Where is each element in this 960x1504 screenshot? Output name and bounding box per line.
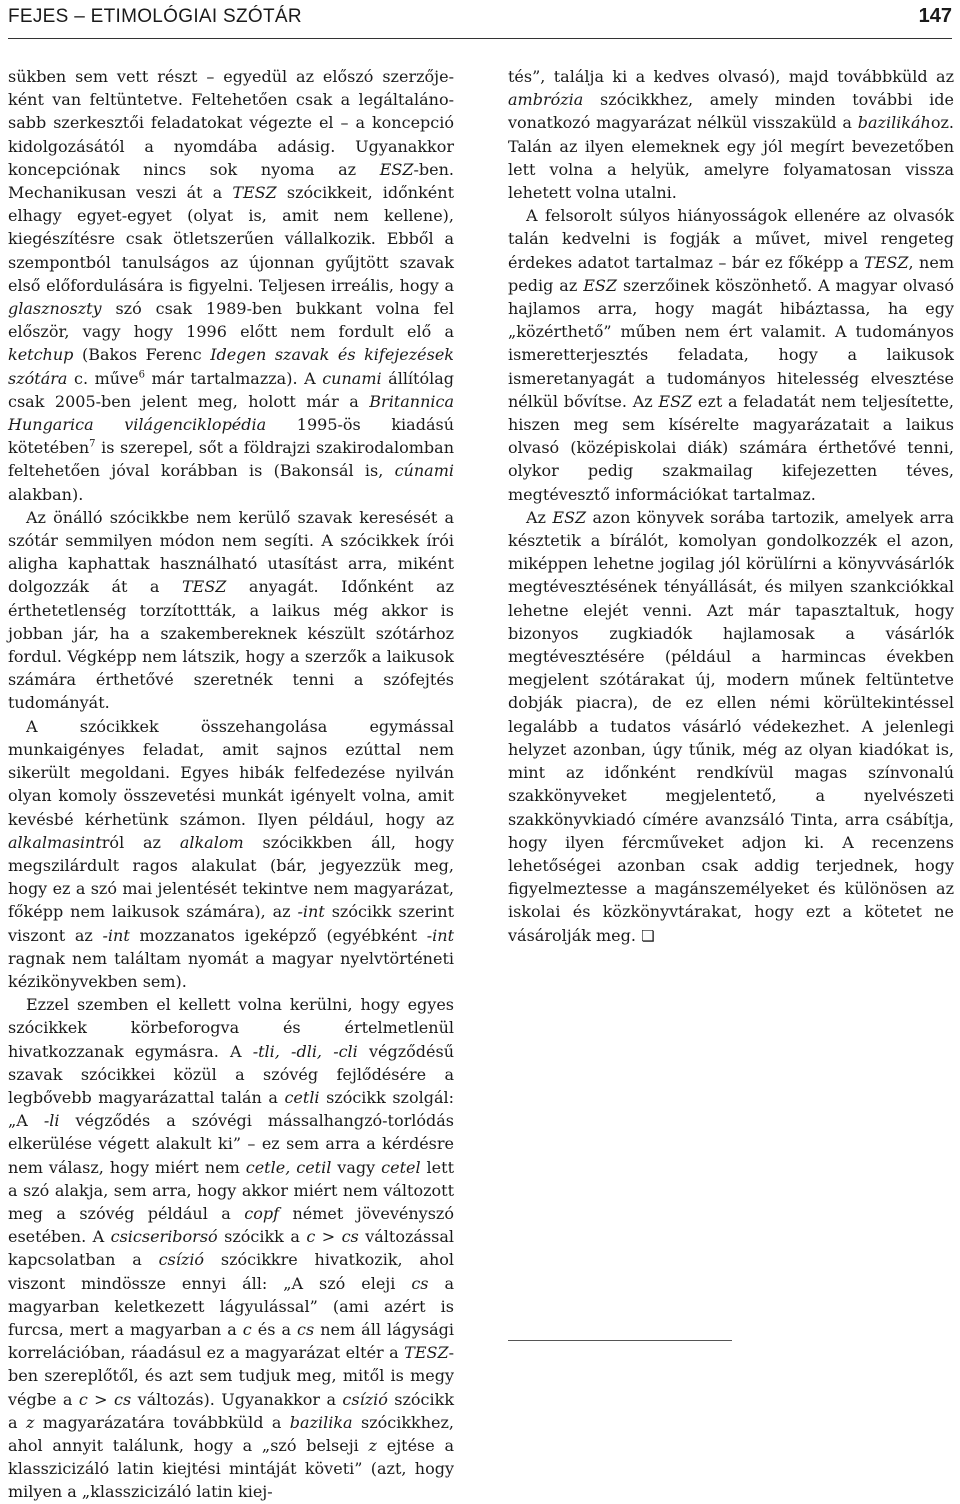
text-run: -ben. Mechanikusan veszi át a [8, 159, 454, 203]
text-run: > [87, 1389, 114, 1409]
italic-term: ESZ [583, 275, 617, 295]
text-run: anyagát. Időnként az érthetetlenség torzítottták, a laikus még akkor is jobban jár, ha a szakembereknek készült szótárhoz fordul. Végképp nem látszik, hogy a szerzők a laikusok számára érthetővé szeretnék tenni a szófejtés tudományát. [8, 577, 454, 713]
text-run: oz. Talán az ilyen elemeknek egy jól megírt bevezetőben lett volna a helyük, amelyre folyamatosan vissza lehetett volna utalni. [508, 113, 954, 203]
italic-term: cs [114, 1389, 132, 1409]
text-run: szócikkre hivatkozik, ahol viszont mindössze ennyi áll: „A szó eleji [8, 1250, 454, 1293]
italic-term: ESZ [379, 159, 414, 179]
running-head [8, 0, 952, 39]
text-run: sükben sem vett részt – egyedül az előszó szerzője- ként van feltüntetve. Feltehetően csak a legáltaláno- sabb szerkesztői feladatokat végezte el – a koncepció kidolgozásától a nyomdába adásig. Ugyanakkor koncepciónak nincs sok nyoma az [8, 67, 454, 179]
italic-term: ambrózia [508, 90, 584, 110]
italic-term: c [242, 1319, 252, 1339]
text-run: magyarázatára továbbküld a [34, 1412, 290, 1432]
paragraph [508, 65, 954, 204]
paragraph [8, 715, 454, 993]
italic-term: csízió [342, 1389, 388, 1409]
italic-term: alkalom [179, 832, 244, 852]
text-run: , nem pedig az [508, 252, 954, 295]
text-run: szócikkhez, amely minden további ide vonatkozó magyarázat nélkül visszaküld a [508, 90, 954, 133]
text-run: szócikkben áll, hogy megszilárdult ragos alakulat (bár, jegyezzük meg, hogy ez a szó mai jelentését tekintve nem magyarázat, főképp nem laikusok számára), az [8, 832, 454, 922]
italic-term: TESZ [232, 183, 277, 203]
text-run: végződésű szavak szócikkei közül a szóvég fejlődésére a legbővebb magyarázattal talán a [8, 1041, 455, 1107]
italic-term: csízió [158, 1250, 205, 1270]
text-run: A szócikkek összehangolása egymással munkaigényes feladat, amit sajnos ezúttal nem sikerült megoldani. Egyes hibák felfedezése nyilván olyan komoly összevetési munkát igényelt volna, amit kevésbé kérhetünk számon. Ilyen például, hogy az [8, 716, 454, 829]
text-run: azon könyvek sorába tartozik, amelyek arra késztetik a bírálót, komolyan gondolkozzék el azon, miképpen lehetne jogilag jól körülírni a könyvvásárlók megtévesztésének tényállását, és milyen szankciókkal lehetne elejét venni. Azt már tapasztaltuk, hogy bizonyos zugkiadók hajlamosak a vásárlók megtévesztésére (például a harmincas években megjelent szótárakat új, modern műnek feltüntetve dobják piacra), de ez ellen némi körültekintéssel legalább a tudatos vásárló védekezhet. A jelenlegi helyzet azonban, úgy tűnik, még az olyan kiadókat is, mint az időnként rendkívül magas színvonalú szakkönyveket megjelentető, a nyelvészeti szakkönyvkiadó címére avanzsáló Tinta, arra csábítja, hogy ilyen fércműveket adjon ki. A recenzens lehetőségei azonban csak addig terjednek, hogy figyelmeztesse a magánszemélyeket és különösen az iskolai és közkönyvtárakat, hogy ezt a kötetet ne vásárolják meg. [508, 507, 954, 945]
italic-term: Idegen szavak és kifejezések szótára [8, 345, 454, 388]
italic-term: z [368, 1435, 377, 1455]
italic-term: alkalmasint [8, 832, 102, 852]
text-run: ezt a feladatát nem teljesítette, hiszen meg sem kísérelte magyarázatait a laikus olvasó (középiskolai diák) számára érthetővé tenni, olykor pedig szakmailag kifejezetten téves, megtévesztő információkat tartalmaz. [508, 391, 954, 504]
text-run: Az [526, 507, 553, 527]
text-run: és a [251, 1319, 298, 1339]
text-run: ejtése a klasszicizáló latin kiejtési mintáját követi” (azt, hogy milyen a „klasszicizáló latin kiej- [8, 1435, 455, 1502]
italic-term: c [78, 1389, 88, 1409]
italic-term: z [25, 1412, 35, 1432]
italic-term: glasznoszty [8, 299, 102, 319]
paragraph [8, 993, 454, 1503]
text-run: vagy [331, 1157, 382, 1177]
left-column [8, 65, 454, 1504]
italic-term: TESZ [181, 577, 227, 597]
paragraph [508, 506, 954, 948]
text-run: változással kapcsolatban a [8, 1227, 455, 1270]
text-run: Ezzel szemben el kellett volna kerülni, hogy egyes szócikkek körbeforogva és értelmetlenül hivatkozzanak egymásra. A [8, 995, 454, 1061]
text-run: végződés a szóvégi mássalhangzó-torlódás elkerülése végett alakult ki” – ez sem arra a kérdésre nem válasz, hogy miért nem [8, 1111, 454, 1177]
text-run: 1995-ös kiadású kötetében [8, 415, 454, 458]
text-run: szócikk szerint viszont az [8, 902, 455, 945]
text-run: > [315, 1227, 342, 1247]
text-run: már tartalmazza). A [144, 368, 323, 388]
italic-term: ketchup [8, 345, 74, 365]
italic-term: ESZ [658, 391, 693, 411]
text-run: -ben szereplőtől, és azt sem tudjuk meg, mitől is megy végbe a [8, 1343, 454, 1409]
italic-term: cúnami [394, 461, 454, 481]
italic-term: cs [297, 1319, 315, 1339]
text-run: ragnak nem találtam nyomát a magyar nyelvtörténeti kézikönyvekben sem). [8, 948, 454, 991]
paragraph [8, 65, 454, 506]
italic-term: ESZ [552, 507, 587, 527]
text-run: nem áll lágysági korrelációban, ráadásul ez a magyarázat eltér a [8, 1319, 455, 1363]
italic-term: -tli, -dli, -cli [252, 1041, 358, 1061]
italic-term: -int [297, 902, 325, 922]
text-run: szerzőinek köszönhető. A magyar olvasó hajlamos arra, hogy magát hibáztassa, ha egy „közérthető” műben nem ért valamit. A tudományos ismeretterjesztés feladata, hogy a laikusok ismeretanyagát a tudományos hitelesség elvesztése nélkül bővítse. Az [508, 275, 955, 411]
italic-term: bazilikáh [857, 113, 931, 133]
text-run: is szerepel, sőt a földrajzi szakirodalomban feltehetően jóval korábban is (Bakonsál is, [8, 438, 454, 481]
paragraph [8, 506, 454, 715]
right-column [508, 65, 954, 948]
running-head-title: FEJES – ETIMOLÓGIAI SZÓTÁR [8, 6, 302, 27]
text-run: c. műve [67, 368, 139, 388]
italic-term: csicseriborsó [110, 1227, 218, 1247]
text-run: ról az [101, 832, 180, 852]
italic-term: cs [411, 1273, 429, 1293]
text-run: alakban). [8, 484, 84, 504]
text-run: szó csak 1989-ben bukkant volna fel először, vagy hogy 1996 előtt nem fordult elő a [8, 299, 454, 342]
italic-term: -li [43, 1111, 60, 1131]
text-run: állítólag csak 2005-ben jelent meg, holott már a [8, 368, 455, 411]
italic-term: bazilika [289, 1412, 353, 1432]
italic-term: cetli [284, 1087, 320, 1107]
text-run: A felsorolt súlyos hiányosságok ellenére az olvasók talán kedvelni is fogják a művet, mivel rengeteg érdekes adatot tartalmaz – bár ez főképp a [508, 206, 954, 272]
italic-term: Britannica Hungarica világenciklopédia [8, 391, 454, 435]
text-run: (Bakos Ferenc [73, 345, 211, 365]
page-number: 147 [918, 5, 952, 27]
italic-term: cetel [381, 1157, 421, 1177]
italic-term: TESZ [404, 1343, 449, 1363]
text-run: Az önálló szócikkbe nem kerülő szavak keresését a szótár semmilyen módon nem segíti. A szócikkek írói aligha kaphattak használható utasítást arra, miként dolgozzák át a [8, 507, 454, 597]
text-run: szócikkeit, időnként elhagy egyet-egyet (olyat is, amit nem kellene), kiegészítésre csak ötletszerűen vállalkozik. Ebből a szempontból tanulságos az újonnan gyűjtött szavak első előfordulására is figyelni. Teljesen irreális, hogy a [8, 183, 454, 295]
text-run: szócikkhez, ahol annyit találunk, hogy a „szó belseji [8, 1412, 455, 1455]
italic-term: cetle, cetil [245, 1157, 332, 1177]
text-run: a magyarban keletkezett lágyulással” (ami azért is furcsa, mert a magyarban a [8, 1273, 454, 1339]
text-run: lett a szó alakja, sem arra, hogy akkor miért nem változott meg a szóvég például a [8, 1157, 455, 1223]
footnote-ref: 7 [89, 438, 96, 450]
text-run: szócikk a [8, 1389, 455, 1432]
text-run: mozzanatos igeképző (egyébként [129, 925, 427, 945]
italic-term: cs [341, 1227, 359, 1247]
end-of-article-mark: ❏ [641, 926, 655, 945]
text-run: német jövevényszó esetében. A [8, 1203, 454, 1247]
italic-term: cunami [322, 368, 382, 388]
italic-term: copf [244, 1203, 280, 1223]
italic-term: -int [426, 925, 455, 945]
text-run: tés”, találja ki a kedves olvasó), majd továbbküld az [508, 67, 954, 86]
text-run: szócikk szolgál: „A [8, 1087, 455, 1131]
paragraph [508, 204, 954, 506]
text-run: szócikk a [217, 1227, 307, 1247]
footnote-ref: 6 [138, 369, 145, 381]
italic-term: c [306, 1227, 316, 1247]
italic-term: TESZ [864, 252, 909, 272]
text-run: változás). Ugyanakkor a [131, 1389, 343, 1409]
footnote-rule [508, 1340, 732, 1341]
italic-term: -int [102, 925, 130, 945]
